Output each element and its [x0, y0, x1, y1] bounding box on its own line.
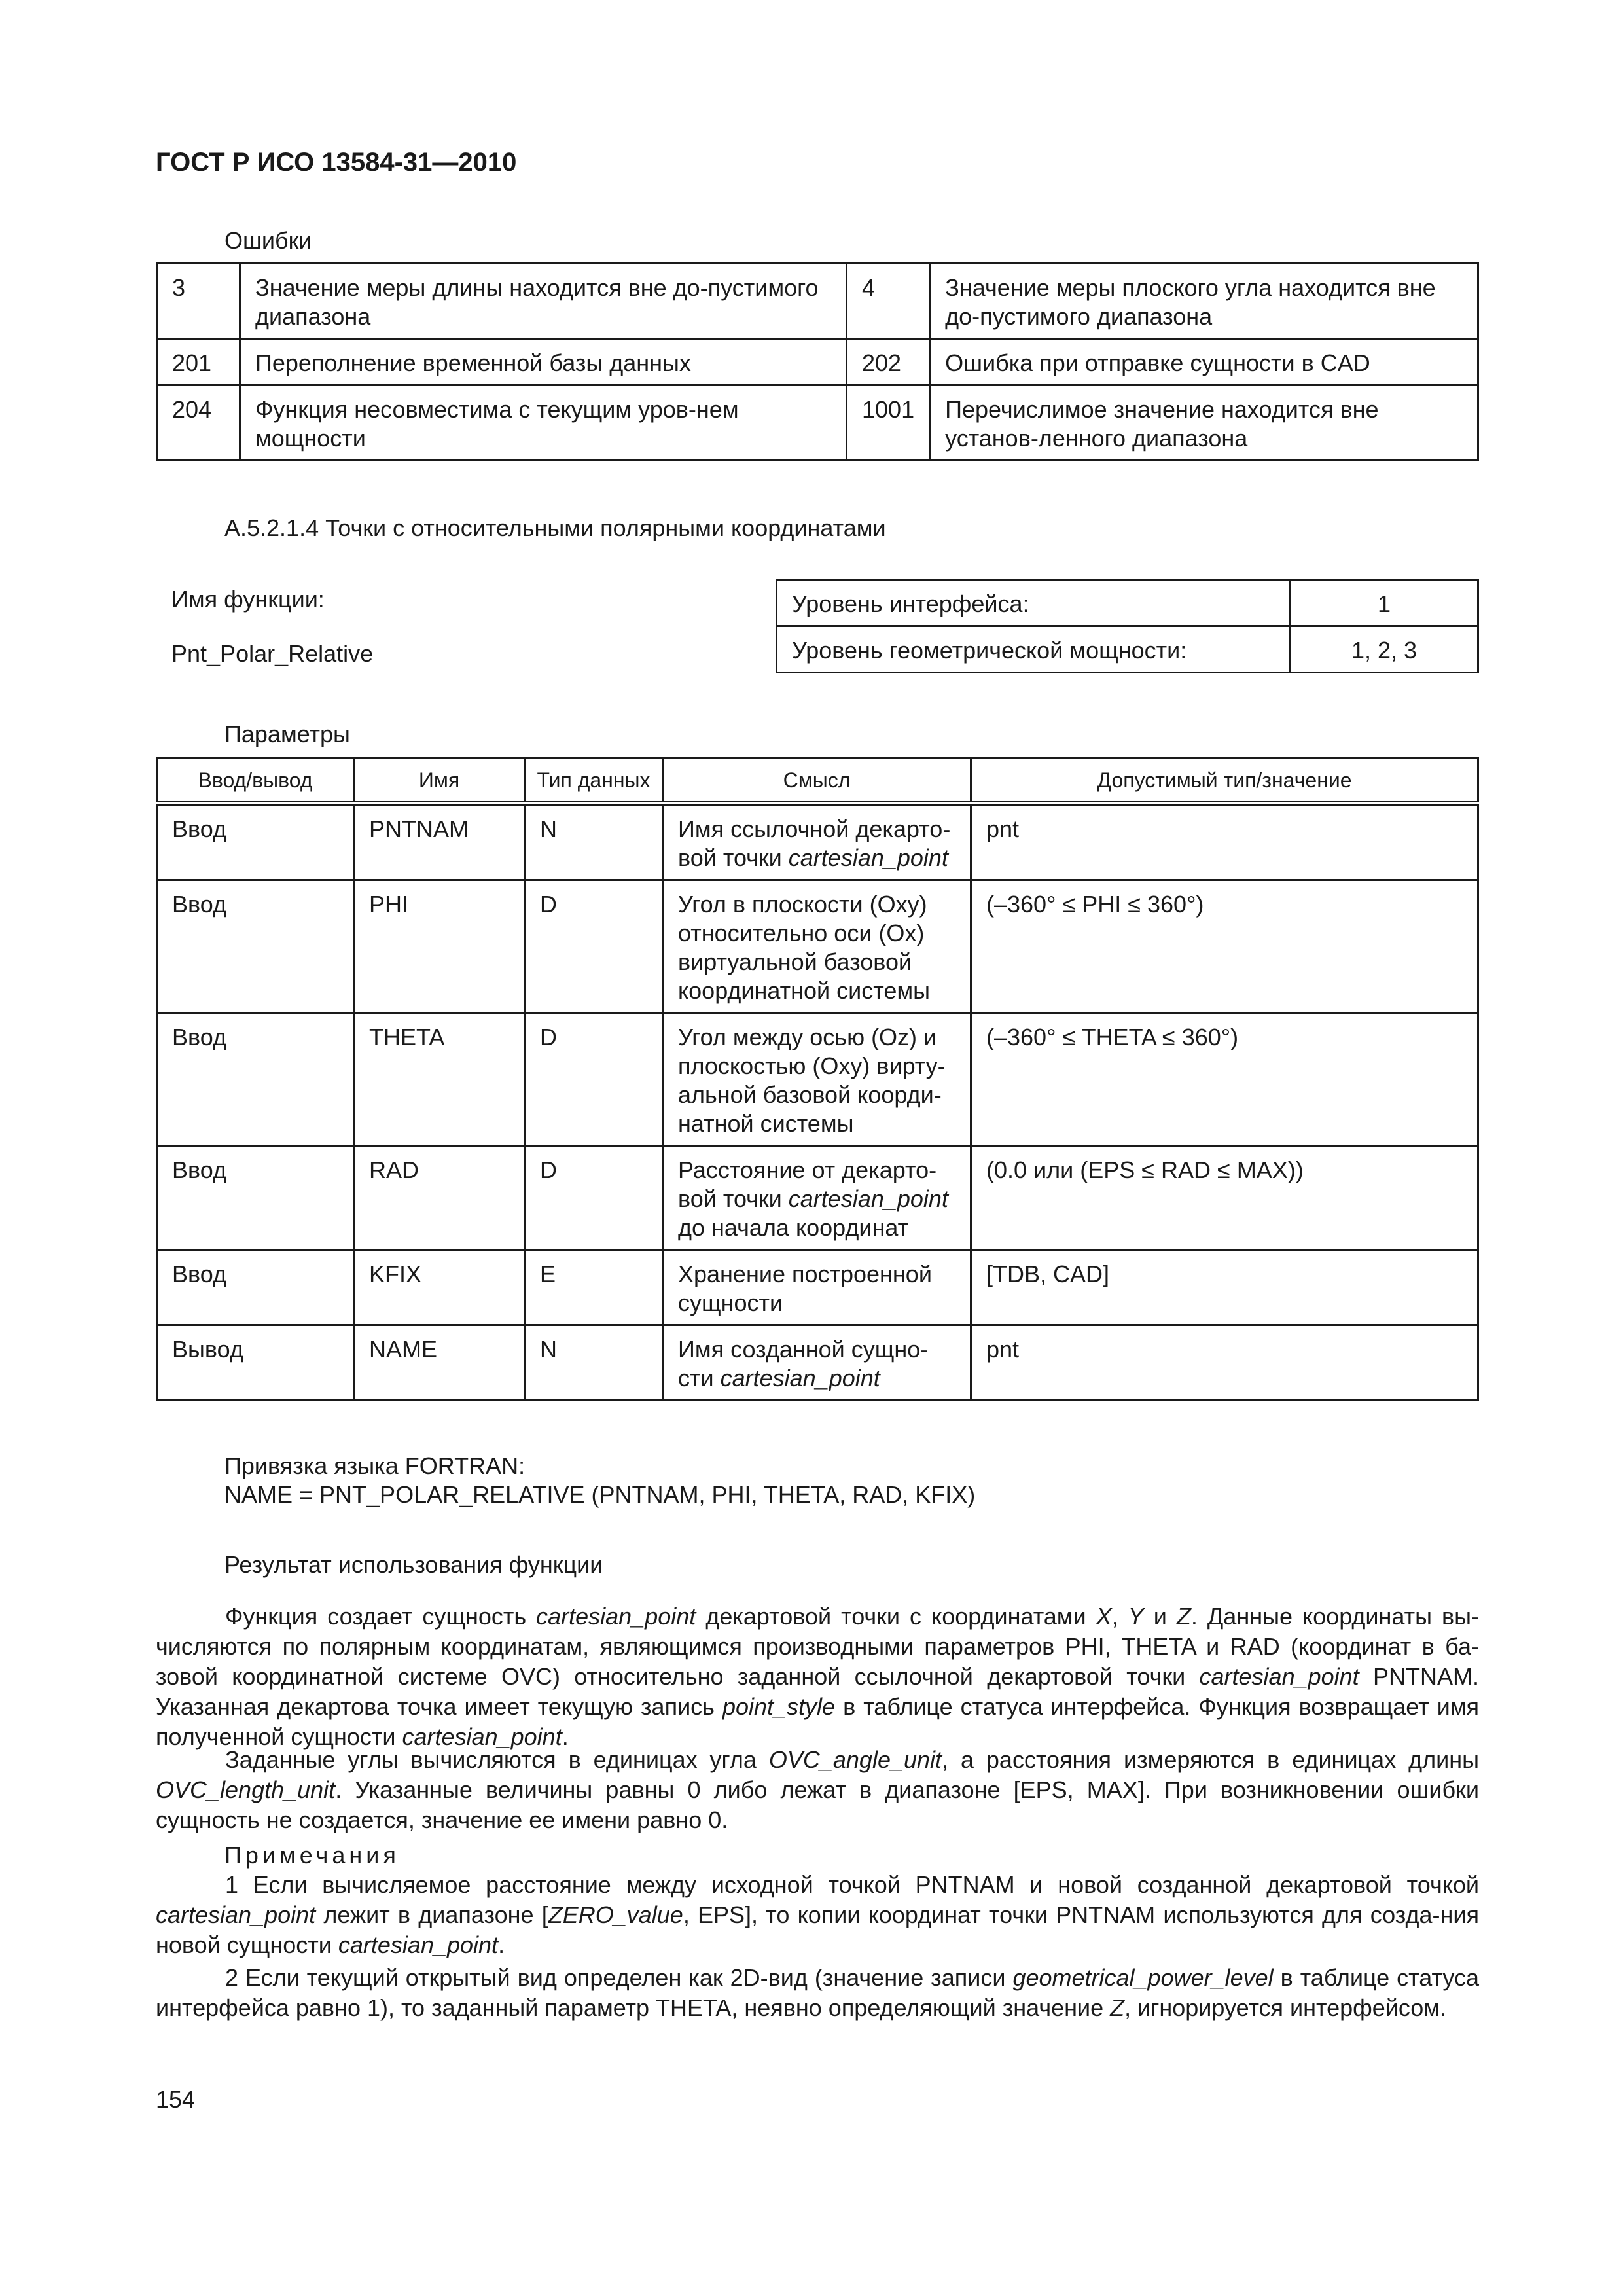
params-table	[156, 757, 1479, 1401]
param-value: (–360° ≤ PHI ≤ 360°)	[971, 880, 1478, 1013]
note-1	[156, 1870, 1479, 1960]
italic-term: Y	[1128, 1603, 1144, 1630]
param-meaning-emphasis: cartesian_point	[788, 844, 948, 871]
params-header-io: Ввод/вывод	[157, 759, 354, 804]
error-text: Значение меры плоского угла находится вне до-пустимого диапазона	[930, 264, 1478, 339]
errors-table	[156, 262, 1479, 461]
param-name: PHI	[354, 880, 525, 1013]
param-meaning-emphasis: cartesian_point	[788, 1185, 948, 1212]
param-value: [TDB, CAD]	[971, 1250, 1478, 1325]
param-name: THETA	[354, 1013, 525, 1146]
error-code: 201	[157, 339, 240, 386]
param-io: Ввод	[157, 1250, 354, 1325]
param-meaning	[663, 1146, 971, 1250]
italic-term: point_style	[722, 1693, 836, 1720]
errors-label: Ошибки	[224, 227, 312, 254]
param-io: Ввод	[157, 880, 354, 1013]
param-meaning-text: Хранение построенной сущности	[678, 1261, 932, 1316]
param-io: Ввод	[157, 1013, 354, 1146]
params-row	[157, 880, 1478, 1013]
param-meaning-text: Угол в плоскости (Oxy) относительно оси (Ox) виртуальной базовой координатной системы	[678, 891, 930, 1004]
text-run: .	[498, 1931, 505, 1958]
error-code: 3	[157, 264, 240, 339]
params-row	[157, 1013, 1478, 1146]
param-name: PNTNAM	[354, 804, 525, 880]
params-header-type: Тип данных	[525, 759, 663, 804]
error-text: Функция несовместима с текущим уров-нем мощности	[240, 386, 847, 461]
italic-term: Z	[1110, 1994, 1125, 2021]
param-name: NAME	[354, 1325, 525, 1401]
param-type: E	[525, 1250, 663, 1325]
params-header-name: Имя	[354, 759, 525, 804]
param-meaning-text: Имя созданной сущно-сти	[678, 1336, 929, 1391]
params-header-value: Допустимый тип/значение	[971, 759, 1478, 804]
section-title: А.5.2.1.4 Точки с относительными полярными координатами	[224, 514, 886, 541]
text-run: 2 Если текущий открытый вид определен как 2D-вид (значение записи	[225, 1964, 1013, 1991]
interface-level-row	[777, 580, 1478, 626]
interface-level-table	[776, 579, 1479, 673]
italic-term: cartesian_point	[402, 1723, 562, 1750]
text-run: Заданные углы вычисляются в единицах угла	[225, 1746, 769, 1773]
text-run: в таблице статуса интерфейса равно 1), то заданный параметр THETA, неявно определяющий значение	[156, 1964, 1479, 2021]
result-label: Результат использования функции	[224, 1551, 603, 1578]
text-run: ,	[1111, 1603, 1128, 1630]
text-run: декартовой точки с координатами	[696, 1603, 1096, 1630]
param-name: KFIX	[354, 1250, 525, 1325]
text-run: Функция создает сущность	[225, 1603, 537, 1630]
text-run: PNTNAM. Указанная декартова точка имеет текущую запись	[156, 1663, 1479, 1720]
error-code: 202	[847, 339, 930, 386]
param-type: D	[525, 1013, 663, 1146]
param-io: Ввод	[157, 1146, 354, 1250]
error-text: Переполнение временной базы данных	[240, 339, 847, 386]
italic-term: cartesian_point	[536, 1603, 696, 1630]
param-value: (0.0 или (EPS ≤ RAD ≤ MAX))	[971, 1146, 1478, 1250]
error-row	[157, 264, 1478, 339]
italic-term: geometrical_power_level	[1012, 1964, 1274, 1991]
function-name-label: Имя функции:	[171, 586, 325, 613]
params-label: Параметры	[224, 721, 350, 747]
param-meaning	[663, 1250, 971, 1325]
error-code: 1001	[847, 386, 930, 461]
text-run: , игнорируется интерфейсом.	[1124, 1994, 1447, 2021]
text-run: в таблице статуса интерфейса. Функция возвращает имя полученной сущности	[156, 1693, 1479, 1750]
error-row	[157, 339, 1478, 386]
page-number: 154	[156, 2086, 196, 2113]
function-name: Pnt_Polar_Relative	[171, 640, 374, 667]
param-value: (–360° ≤ THETA ≤ 360°)	[971, 1013, 1478, 1146]
italic-term: cartesian_point	[156, 1901, 316, 1928]
param-meaning	[663, 804, 971, 880]
error-code: 204	[157, 386, 240, 461]
param-type: D	[525, 880, 663, 1013]
italic-term: X	[1096, 1603, 1112, 1630]
italic-term: Z	[1176, 1603, 1191, 1630]
text-run: 1 Если вычисляемое расстояние между исходной точкой PNTNAM и новой созданной декартовой точкой	[225, 1871, 1479, 1898]
param-meaning-text: до начала координат	[678, 1214, 909, 1241]
text-run: . Данные координаты вы-числяются по полярным координатам, являющимся производными параметров PHI, THETA и RAD (координат в ба-зовой координатной системе OVC) относительно заданной ссылочной декартовой точки	[156, 1603, 1479, 1690]
param-io: Ввод	[157, 804, 354, 880]
italic-term: cartesian_point	[1199, 1663, 1359, 1690]
italic-term: ZERO_value	[548, 1901, 683, 1928]
fortran-code: NAME = PNT_POLAR_RELATIVE (PNTNAM, PHI, THETA, RAD, KFIX)	[224, 1481, 976, 1508]
params-header-row	[157, 759, 1478, 804]
param-meaning	[663, 1013, 971, 1146]
interface-level-label: Уровень интерфейса:	[777, 580, 1291, 626]
params-header-meaning: Смысл	[663, 759, 971, 804]
param-meaning	[663, 880, 971, 1013]
error-text: Ошибка при отправке сущности в CAD	[930, 339, 1478, 386]
text-run: . Указанные величины равны 0 либо лежат в диапазоне [EPS, MAX]. При возникновении ошибки сущность не создается, значение ее имени равно 0.	[156, 1776, 1479, 1833]
param-name: RAD	[354, 1146, 525, 1250]
params-row	[157, 1250, 1478, 1325]
text-run: и	[1143, 1603, 1177, 1630]
italic-term: OVC_angle_unit	[768, 1746, 942, 1773]
param-value: pnt	[971, 1325, 1478, 1401]
param-meaning-emphasis: cartesian_point	[720, 1365, 880, 1391]
italic-term: OVC_length_unit	[156, 1776, 336, 1803]
fortran-label: Привязка языка FORTRAN:	[224, 1452, 526, 1479]
geom-power-value: 1, 2, 3	[1291, 626, 1478, 673]
params-row	[157, 804, 1478, 880]
param-meaning-text: Имя ссылочной декарто-вой точки	[678, 816, 951, 871]
error-code: 4	[847, 264, 930, 339]
text-run: лежит в диапазоне [	[315, 1901, 548, 1928]
document-header: ГОСТ Р ИСО 13584-31—2010	[156, 148, 517, 177]
note-2	[156, 1963, 1479, 2023]
italic-term: cartesian_point	[338, 1931, 499, 1958]
result-paragraph-2	[156, 1745, 1479, 1835]
error-text: Перечислимое значение находится вне установ-ленного диапазона	[930, 386, 1478, 461]
text-run: , а расстояния измеряются в единицах длины	[942, 1746, 1479, 1773]
result-paragraph-1	[156, 1602, 1479, 1752]
params-row	[157, 1146, 1478, 1250]
param-meaning-text: Расстояние от декарто-вой точки	[678, 1157, 937, 1212]
param-io: Вывод	[157, 1325, 354, 1401]
error-row	[157, 386, 1478, 461]
param-meaning	[663, 1325, 971, 1401]
param-value: pnt	[971, 804, 1478, 880]
text-run: , EPS], то копии координат точки PNTNAM используются для созда-ния новой сущности	[156, 1901, 1479, 1958]
interface-level-value: 1	[1291, 580, 1478, 626]
params-row	[157, 1325, 1478, 1401]
param-type: N	[525, 804, 663, 880]
error-text: Значение меры длины находится вне до-пустимого диапазона	[240, 264, 847, 339]
param-meaning-text: Угол между осью (Oz) и плоскостью (Oxy) вирту-альной базовой коорди-натной системы	[678, 1024, 946, 1137]
geom-power-row	[777, 626, 1478, 673]
param-type: N	[525, 1325, 663, 1401]
param-type: D	[525, 1146, 663, 1250]
notes-label: Примечания	[224, 1842, 400, 1869]
text-run: .	[562, 1723, 569, 1750]
geom-power-label: Уровень геометрической мощности:	[777, 626, 1291, 673]
